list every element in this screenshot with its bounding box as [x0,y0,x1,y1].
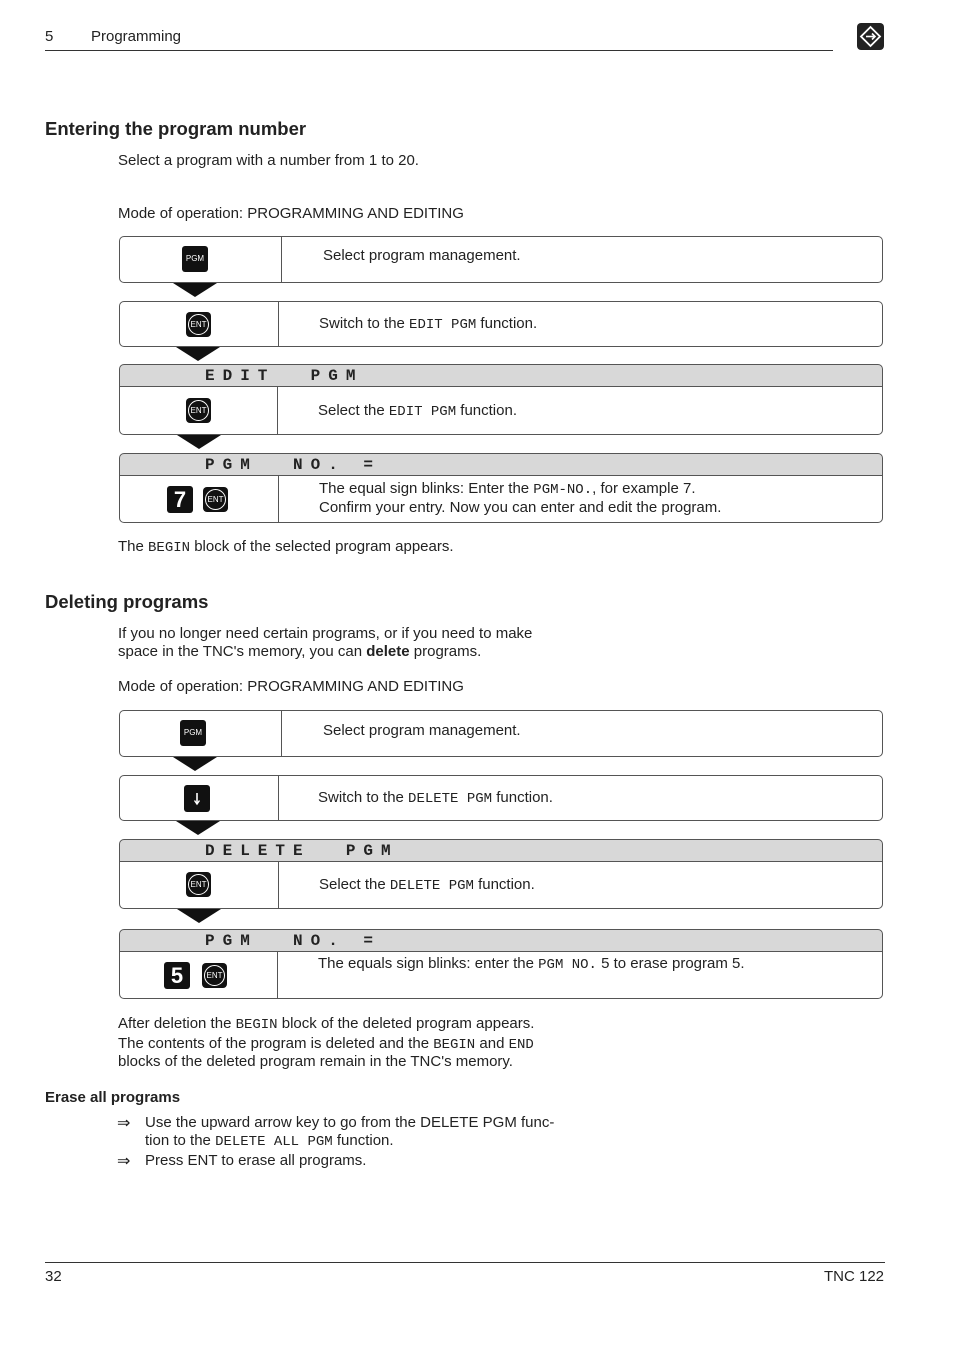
display-readout: PGM NO. = [119,453,883,476]
step-text: Select the EDIT PGM function. [318,402,517,420]
mode-of-operation: Mode of operation: PROGRAMMING AND EDITING [118,678,464,695]
step-text: The equal sign blinks: Enter the PGM-NO., for example 7. [319,480,696,498]
subheading-erase-all: Erase all programs [45,1089,181,1106]
step-text: Select program management. [323,722,521,739]
bullet-text-2: Press ENT to erase all programs. [145,1152,367,1169]
bullet-arrow-icon: ⇒ [117,1153,131,1170]
bullet-arrow-icon: ⇒ [117,1115,131,1132]
step-row [119,387,883,435]
intro-line2: space in the TNC's memory, you can delete programs. [118,643,482,660]
ent-key-icon: ENT [203,487,228,512]
flow-arrow-icon [173,283,217,297]
after-text: The BEGIN block of the selected program appears. [118,538,454,556]
step-row [119,476,883,523]
footer-rule [45,1262,885,1263]
page-number: 32 [45,1268,62,1285]
step-row [119,236,883,283]
header-rule [45,50,833,51]
arrow-down-key-icon [184,785,210,812]
display-readout: EDIT PGM [119,364,883,387]
mode-symbol-icon [857,23,884,50]
pgm-key-icon: PGM [182,246,208,272]
pgm-key-icon: PGM [180,720,206,746]
product-name: TNC 122 [824,1268,885,1285]
flow-arrow-icon [176,347,220,361]
ent-key-icon: ENT [186,398,211,423]
ent-key-icon: ENT [186,312,211,337]
chapter-number: 5 [45,28,54,45]
step-row [119,775,883,821]
flow-arrow-icon [177,435,221,449]
step-text: The equals sign blinks: enter the PGM NO. 5 to erase program 5. [318,955,745,973]
after-text-line3: blocks of the deleted program remain in the TNC's memory. [118,1053,513,1070]
flow-arrow-icon [177,909,221,923]
bullet-text-1a: Use the upward arrow key to go from the DELETE PGM func- [145,1114,555,1131]
step-text-line2: Confirm your entry. Now you can enter and edit the program. [319,499,722,516]
ent-key-icon: ENT [186,872,211,897]
flow-arrow-icon [176,821,220,835]
after-text-line1: After deletion the BEGIN block of the deleted program appears. [118,1015,535,1033]
step-row [119,952,883,999]
bullet-text-1b: tion to the DELETE ALL PGM function. [145,1132,394,1150]
after-text-line2: The contents of the program is deleted and the BEGIN and END [118,1035,534,1053]
flow-arrow-icon [173,757,217,771]
section-heading-deleting: Deleting programs [45,591,209,612]
ent-key-icon: ENT [202,963,227,988]
step-text: Switch to the DELETE PGM function. [318,789,553,807]
intro-text: Select a program with a number from 1 to 20. [118,152,419,169]
step-text: Select program management. [323,247,521,264]
display-readout: DELETE PGM [119,839,883,862]
intro-line1: If you no longer need certain programs, or if you need to make [118,625,533,642]
section-heading-entering: Entering the program number [45,118,307,139]
display-readout: PGM NO. = [119,929,883,952]
mode-of-operation: Mode of operation: PROGRAMMING AND EDITING [118,205,464,222]
section-title: Programming [91,28,182,45]
step-text: Select the DELETE PGM function. [319,876,535,894]
number-key-5: 5 [164,962,190,989]
step-row [119,862,883,909]
step-text: Switch to the EDIT PGM function. [319,315,538,333]
step-row [119,301,883,347]
number-key-7: 7 [167,486,193,513]
step-row [119,710,883,757]
